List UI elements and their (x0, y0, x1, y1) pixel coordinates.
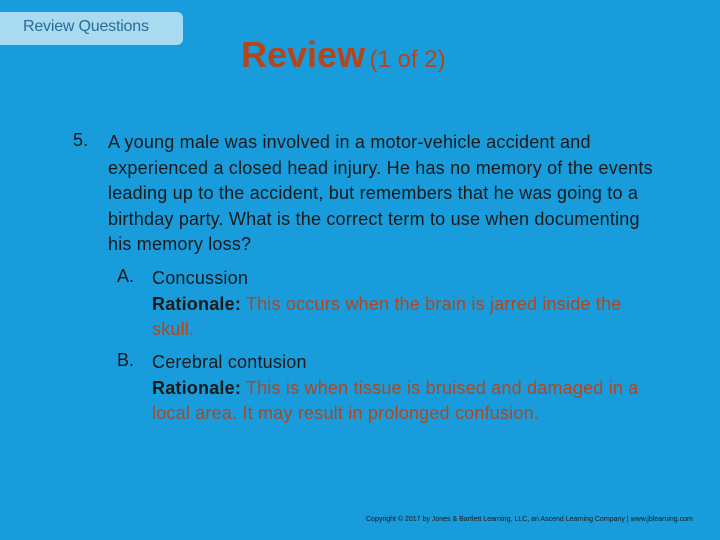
slide-title-main: Review (241, 34, 366, 75)
option-b-rationale-text: This is when tissue is bruised and damaged in a local area. It may result in prolonged confusion. (152, 377, 639, 423)
section-tab-label: Review Questions (23, 18, 149, 35)
option-a-rationale-text: This occurs when the brain is jarred inside the skull. (152, 293, 622, 339)
option-b-rationale-label: Rationale: (152, 377, 242, 398)
option-b-letter: B. (117, 350, 135, 370)
option-a (152, 266, 652, 343)
option-b-answer: Cerebral contusion (152, 352, 307, 372)
question-number: 5. (73, 130, 89, 150)
option-b (152, 350, 652, 427)
question-text: A young male was involved in a motor-vehicle accident and experienced a closed head injury. He has no memory of the events leading up to the accident, but remembers that he was going to a birthday party. What is the correct term to use when documenting his memory loss? (108, 132, 653, 254)
copyright-footer: Copyright © 2017 by Jones & Bartlett Learning, LLC, an Ascend Learning Company | www.jblearning.com (366, 516, 693, 523)
option-b-rationale (152, 376, 652, 427)
slide-title-page-indicator: (1 of 2) (369, 46, 446, 73)
slide-title (241, 34, 446, 76)
option-a-letter: A. (117, 266, 135, 286)
option-a-answer: Concussion (152, 268, 249, 288)
option-a-rationale (152, 292, 652, 343)
option-a-rationale-label: Rationale: (152, 293, 242, 314)
